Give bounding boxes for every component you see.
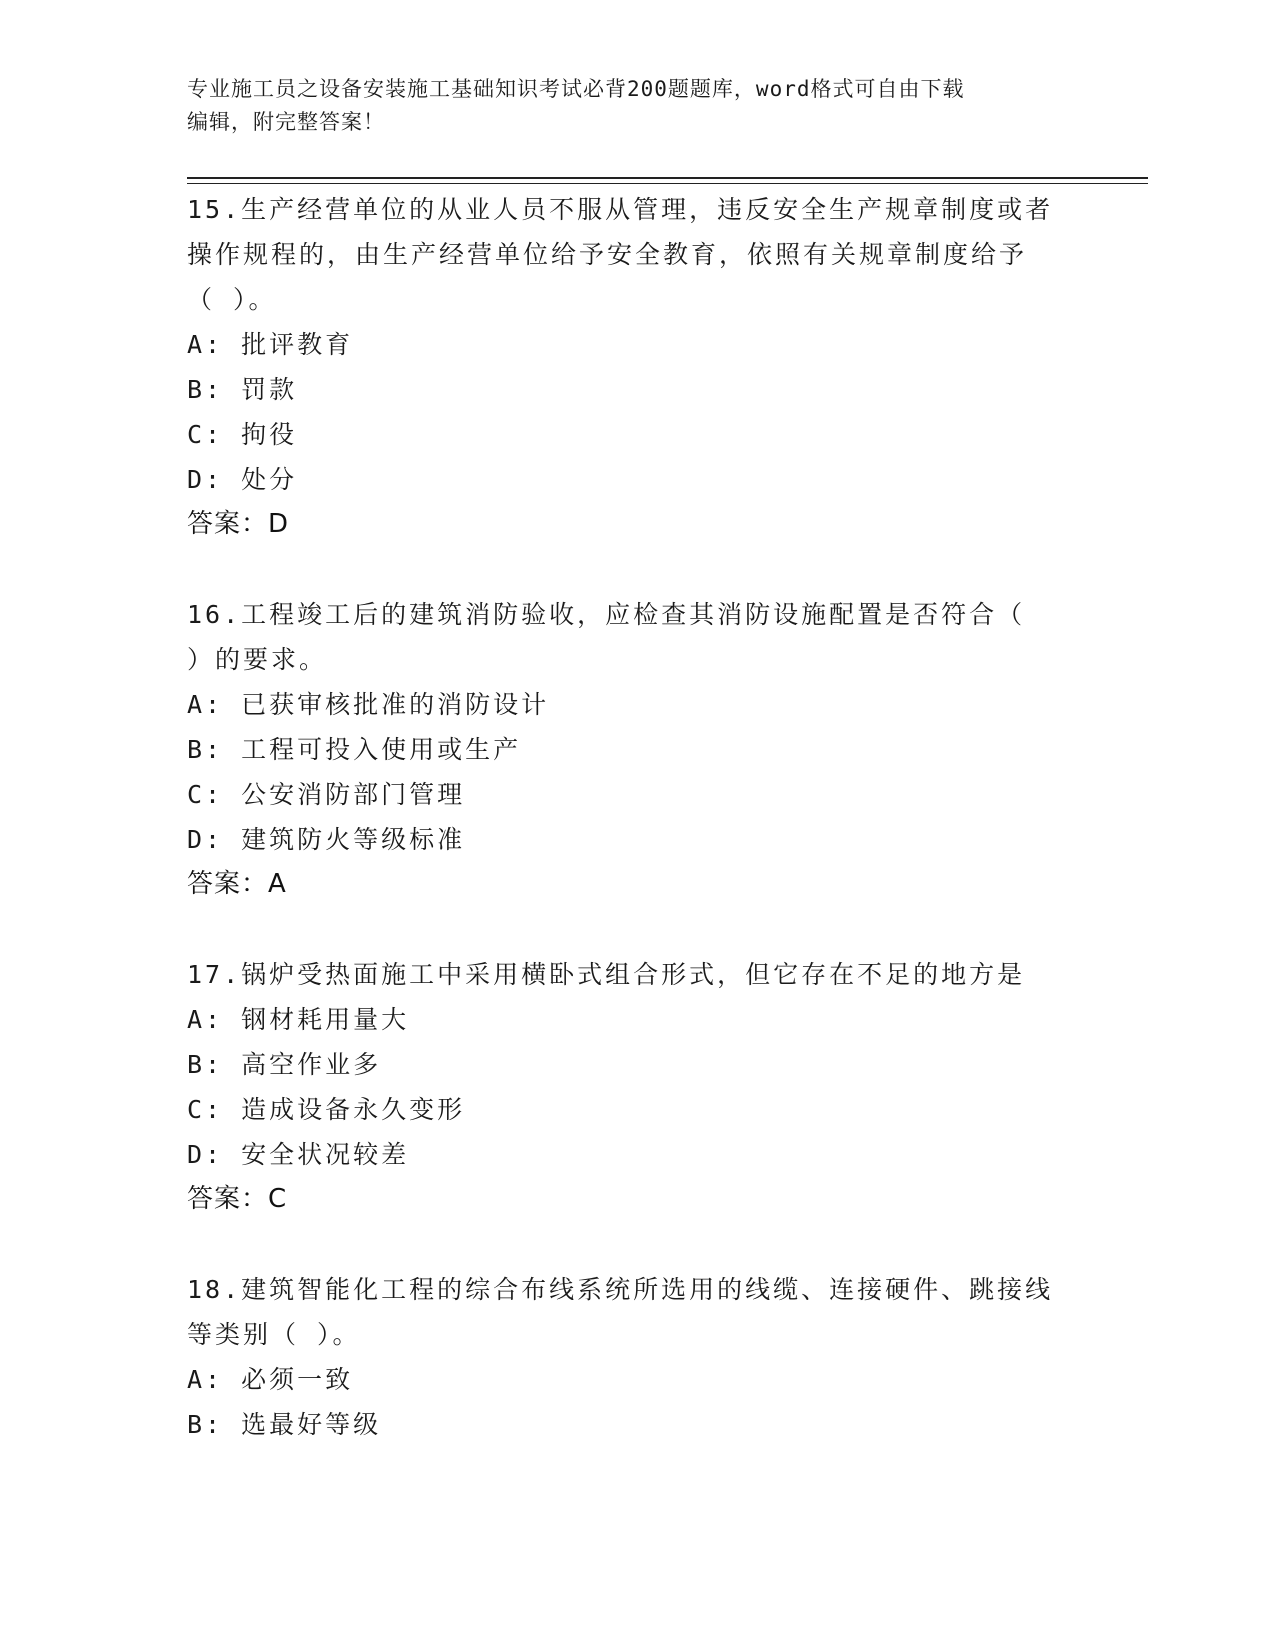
answer-line: 答案：A: [187, 869, 287, 899]
option-letter: D:: [187, 1140, 224, 1169]
option-text: 钢材耗用量大: [241, 1005, 410, 1034]
question-text-line: 18.建筑智能化工程的综合布线系统所选用的线缆、连接硬件、跳接线: [187, 1275, 1054, 1304]
question-text-line: 等类别（ ）。: [187, 1320, 361, 1349]
option-letter: A:: [187, 1005, 224, 1034]
option-text: 批评教育: [241, 330, 354, 359]
option-d: [187, 1132, 1087, 1177]
option-letter: C:: [187, 420, 224, 449]
question-text-line: 16.工程竣工后的建筑消防验收，应检查其消防设施配置是否符合（: [187, 600, 1026, 629]
option-text: 已获审核批准的消防设计: [241, 690, 550, 719]
question-text-line: ）的要求。: [187, 645, 328, 674]
question-spacer: [187, 907, 1087, 952]
option-text: 处分: [241, 465, 298, 494]
option-text: 必须一致: [241, 1365, 354, 1394]
option-text: 选最好等级: [241, 1410, 382, 1439]
question-list: [187, 187, 1087, 1447]
option-text: 安全状况较差: [241, 1140, 410, 1169]
option-text: 工程可投入使用或生产: [241, 735, 522, 764]
question-spacer: [187, 1222, 1087, 1267]
option-c: [187, 772, 1087, 817]
option-text: 罚款: [241, 375, 298, 404]
option-a: [187, 322, 1087, 367]
option-b: [187, 1402, 1087, 1447]
option-text: 建筑防火等级标准: [241, 825, 466, 854]
option-letter: D:: [187, 825, 224, 854]
question-16: [187, 592, 1087, 907]
document-header: [187, 73, 1087, 139]
option-text: 造成设备永久变形: [241, 1095, 466, 1124]
option-letter: C:: [187, 1095, 224, 1124]
question-text-line: 17.锅炉受热面施工中采用横卧式组合形式，但它存在不足的地方是: [187, 960, 1026, 989]
option-text: 公安消防部门管理: [241, 780, 466, 809]
option-b: [187, 1042, 1087, 1087]
option-letter: C:: [187, 780, 224, 809]
header-line-1: 专业施工员之设备安装施工基础知识考试必背200题题库，word格式可自由下载: [187, 77, 965, 101]
answer-line: 答案：D: [187, 509, 290, 539]
header-divider-top: [187, 177, 1148, 179]
question-spacer: [187, 547, 1087, 592]
option-b: [187, 727, 1087, 772]
header-line-2: 编辑，附完整答案！: [187, 110, 385, 134]
question-17: [187, 952, 1087, 1222]
question-text-line: 15.生产经营单位的从业人员不服从管理，违反安全生产规章制度或者: [187, 195, 1054, 224]
option-letter: B:: [187, 375, 224, 404]
option-a: [187, 1357, 1087, 1402]
option-text: 拘役: [241, 420, 298, 449]
header-divider-bottom: [187, 183, 1148, 184]
option-letter: A:: [187, 690, 224, 719]
question-18: [187, 1267, 1087, 1447]
option-d: [187, 457, 1087, 502]
option-letter: B:: [187, 1050, 224, 1079]
option-a: [187, 997, 1087, 1042]
option-d: [187, 817, 1087, 862]
question-text-line: 操作规程的，由生产经营单位给予安全教育，依照有关规章制度给予: [187, 240, 1028, 269]
option-text: 高空作业多: [241, 1050, 382, 1079]
answer-line: 答案：C: [187, 1184, 288, 1214]
option-letter: B:: [187, 735, 224, 764]
option-b: [187, 367, 1087, 412]
option-c: [187, 412, 1087, 457]
question-text-line: （ ）。: [187, 285, 277, 314]
question-15: [187, 187, 1087, 547]
option-letter: A:: [187, 1365, 224, 1394]
option-letter: A:: [187, 330, 224, 359]
option-c: [187, 1087, 1087, 1132]
option-letter: B:: [187, 1410, 224, 1439]
option-a: [187, 682, 1087, 727]
option-letter: D:: [187, 465, 224, 494]
